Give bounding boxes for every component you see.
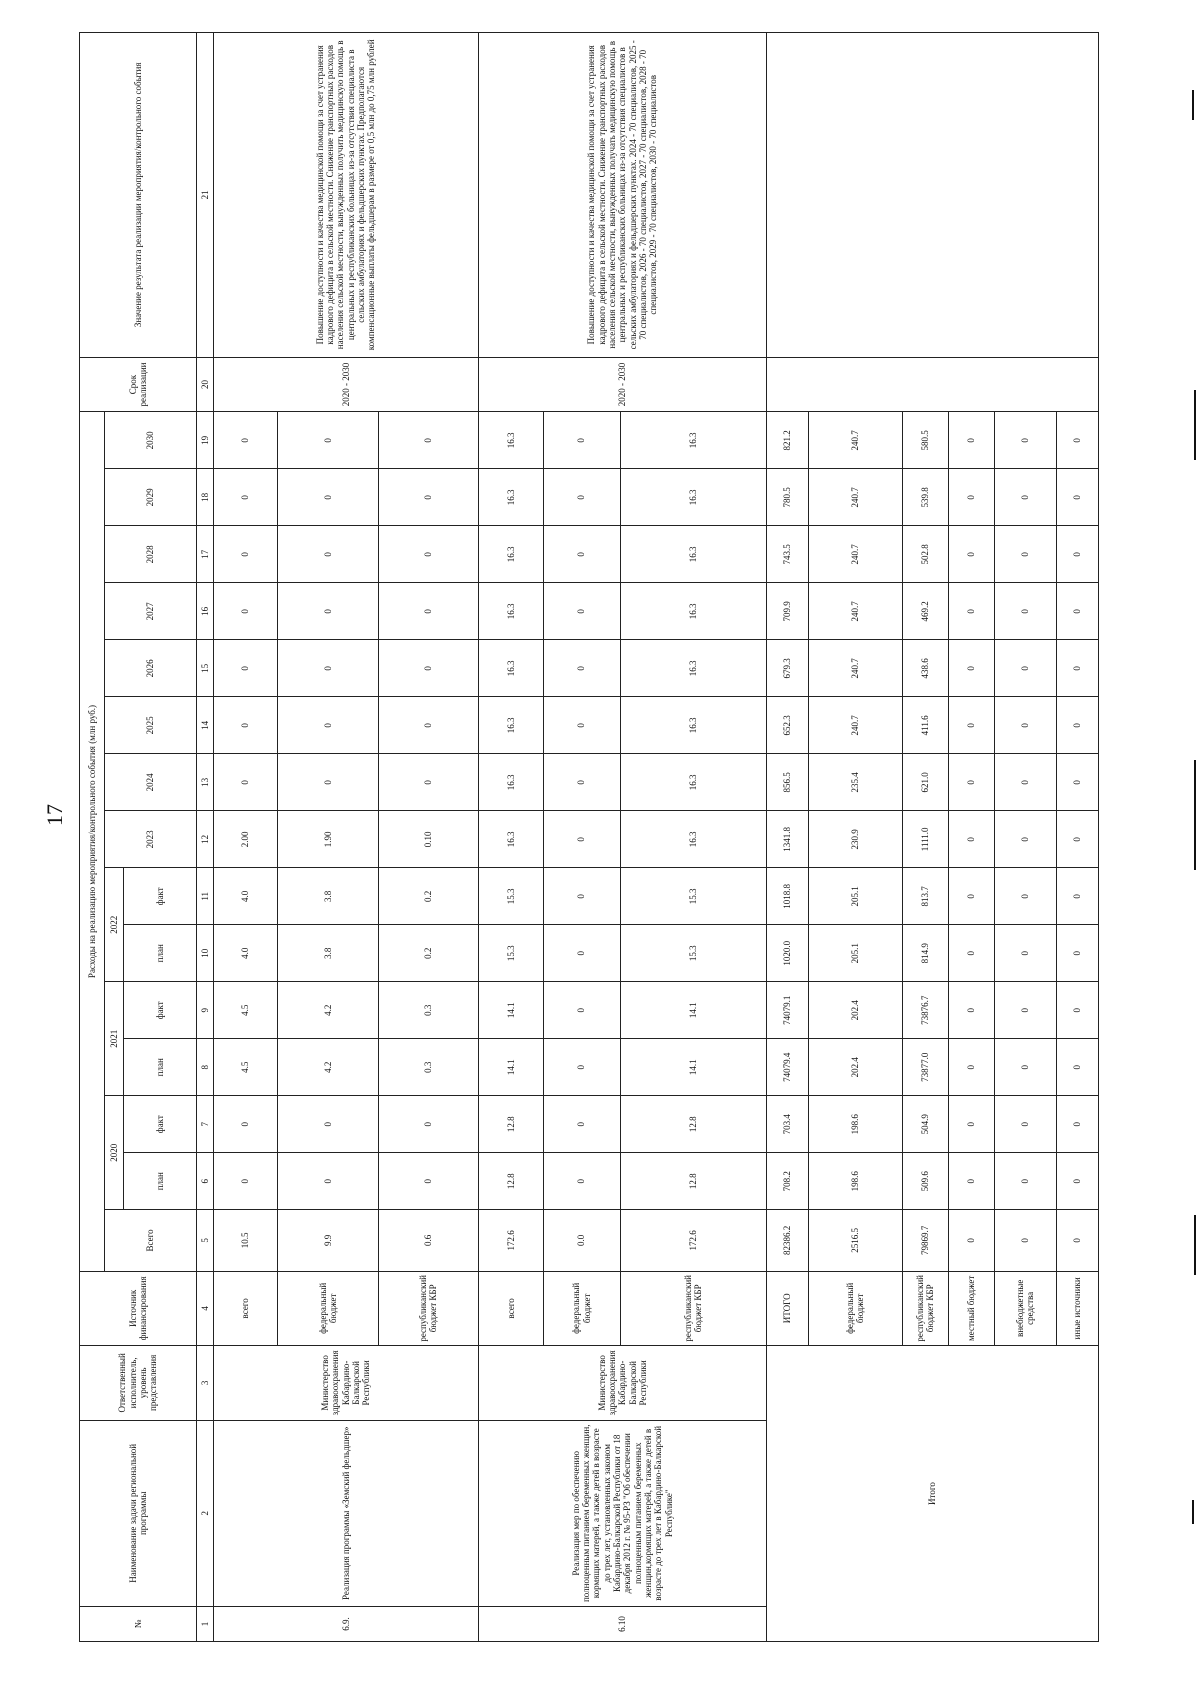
value-cell: 240.7 bbox=[808, 697, 902, 754]
value-cell: 79869.7 bbox=[902, 1210, 948, 1271]
col-number: 9 bbox=[196, 982, 213, 1039]
value-cell: 0 bbox=[994, 754, 1057, 811]
value-cell: 0 bbox=[278, 754, 378, 811]
value-cell: 621.0 bbox=[902, 754, 948, 811]
value-cell: 198.6 bbox=[808, 1153, 902, 1210]
section-total bbox=[766, 33, 1098, 1642]
value-cell: 856.5 bbox=[766, 754, 808, 811]
header-2020: 2020 bbox=[105, 1096, 124, 1210]
value-cell: 16.3 bbox=[478, 811, 543, 868]
value-cell: 14.1 bbox=[478, 982, 543, 1039]
value-cell: 12.8 bbox=[620, 1096, 766, 1153]
value-cell: 0 bbox=[994, 925, 1057, 982]
value-cell: 0 bbox=[543, 925, 620, 982]
value-cell: 4.0 bbox=[213, 868, 278, 925]
row-number: 6.10 bbox=[478, 1606, 766, 1641]
value-cell: 16.3 bbox=[620, 811, 766, 868]
value-cell: 14.1 bbox=[620, 1039, 766, 1096]
value-cell: 0 bbox=[543, 583, 620, 640]
funding-source: республиканский бюджет КБР bbox=[378, 1271, 478, 1346]
header-2025: 2025 bbox=[105, 697, 197, 754]
value-cell: 0 bbox=[1057, 1039, 1099, 1096]
value-cell: 10.5 bbox=[213, 1210, 278, 1271]
result-empty bbox=[766, 33, 1098, 358]
value-cell: 0 bbox=[948, 1039, 994, 1096]
col-number: 11 bbox=[196, 868, 213, 925]
header-no: № bbox=[80, 1606, 197, 1641]
value-cell: 12.8 bbox=[478, 1096, 543, 1153]
value-cell: 743.5 bbox=[766, 526, 808, 583]
value-cell: 580.5 bbox=[902, 412, 948, 469]
value-cell: 205.1 bbox=[808, 925, 902, 982]
col-number: 4 bbox=[196, 1271, 213, 1346]
col-number: 8 bbox=[196, 1039, 213, 1096]
col-number: 5 bbox=[196, 1210, 213, 1271]
funding-source: республиканский бюджет КБР bbox=[902, 1271, 948, 1346]
header-fact: факт bbox=[123, 868, 196, 925]
value-cell: 0 bbox=[543, 526, 620, 583]
value-cell: 0 bbox=[543, 1039, 620, 1096]
value-cell: 0.3 bbox=[378, 1039, 478, 1096]
value-cell: 240.7 bbox=[808, 469, 902, 526]
value-cell: 0 bbox=[543, 868, 620, 925]
col-number: 13 bbox=[196, 754, 213, 811]
value-cell: 0 bbox=[278, 583, 378, 640]
value-cell: 15.3 bbox=[620, 925, 766, 982]
value-cell: 3.8 bbox=[278, 868, 378, 925]
value-cell: 0.10 bbox=[378, 811, 478, 868]
total-label: Итого bbox=[766, 1346, 1098, 1642]
value-cell: 0 bbox=[278, 640, 378, 697]
value-cell: 12.8 bbox=[478, 1153, 543, 1210]
value-cell: 82386.2 bbox=[766, 1210, 808, 1271]
value-cell: 0 bbox=[378, 469, 478, 526]
value-cell: 0 bbox=[1057, 925, 1099, 982]
value-cell: 0 bbox=[994, 1039, 1057, 1096]
value-cell: 0 bbox=[994, 1210, 1057, 1271]
value-cell: 16.3 bbox=[620, 412, 766, 469]
col-number: 10 bbox=[196, 925, 213, 982]
value-cell: 4.5 bbox=[213, 982, 278, 1039]
expenses-table bbox=[79, 32, 1099, 1642]
header-plan: план bbox=[123, 1039, 196, 1096]
value-cell: 16.3 bbox=[478, 697, 543, 754]
value-cell: 1020.0 bbox=[766, 925, 808, 982]
col-number: 15 bbox=[196, 640, 213, 697]
value-cell: 0 bbox=[994, 1153, 1057, 1210]
value-cell: 240.7 bbox=[808, 526, 902, 583]
funding-source: федеральный бюджет bbox=[543, 1271, 620, 1346]
col-number: 1 bbox=[196, 1606, 213, 1641]
header-plan: план bbox=[123, 1153, 196, 1210]
col-number: 16 bbox=[196, 583, 213, 640]
value-cell: 0 bbox=[994, 583, 1057, 640]
value-cell: 230.9 bbox=[808, 811, 902, 868]
value-cell: 0 bbox=[948, 640, 994, 697]
value-cell: 0 bbox=[1057, 412, 1099, 469]
scan-artifact bbox=[1192, 1500, 1194, 1524]
value-cell: 0 bbox=[994, 640, 1057, 697]
data-row bbox=[478, 33, 543, 1642]
col-number: 3 bbox=[196, 1346, 213, 1421]
result-description: Повышение доступности и качества медицинской помощи за счет устранения кадрового дефицита в сельской местности. Снижение транспортных расходов населения сельской местности, вынужденных получать медицинскую помощь в центральных и республиканских больницах из-за отсутствия специалистов в сельских амбулаториях и фельдшерских пунктах. 2024 - 70 специалистов, 2025 - 70 специалистов, 2026 - 70 специалистов, 2027 - 70 специалистов, 2028 - 70 специалистов, 2029 - 70 специалистов, 2030 - 70 специалистов bbox=[478, 33, 766, 358]
header-expenses: Расходы на реализацию мероприятия/контрольного события (млн руб.) bbox=[80, 412, 105, 1271]
value-cell: 0 bbox=[948, 1096, 994, 1153]
value-cell: 16.3 bbox=[620, 754, 766, 811]
value-cell: 0 bbox=[948, 868, 994, 925]
value-cell: 0.0 bbox=[543, 1210, 620, 1271]
value-cell: 539.8 bbox=[902, 469, 948, 526]
value-cell: 0 bbox=[1057, 583, 1099, 640]
value-cell: 16.3 bbox=[478, 469, 543, 526]
value-cell: 0 bbox=[948, 925, 994, 982]
value-cell: 0 bbox=[1057, 754, 1099, 811]
header-2026: 2026 bbox=[105, 640, 197, 697]
value-cell: 74079.1 bbox=[766, 982, 808, 1039]
value-cell: 0.6 bbox=[378, 1210, 478, 1271]
col-number: 21 bbox=[196, 33, 213, 358]
period: 2020 - 2030 bbox=[478, 357, 766, 412]
col-number: 18 bbox=[196, 469, 213, 526]
value-cell: 504.9 bbox=[902, 1096, 948, 1153]
value-cell: 172.6 bbox=[478, 1210, 543, 1271]
value-cell: 0 bbox=[213, 469, 278, 526]
rotated-table-container bbox=[79, 32, 1099, 1642]
value-cell: 0 bbox=[378, 583, 478, 640]
value-cell: 14.1 bbox=[478, 1039, 543, 1096]
value-cell: 1018.8 bbox=[766, 868, 808, 925]
value-cell: 0 bbox=[994, 469, 1057, 526]
value-cell: 0 bbox=[378, 526, 478, 583]
funding-source: федеральный бюджет bbox=[808, 1271, 902, 1346]
value-cell: 16.3 bbox=[620, 697, 766, 754]
value-cell: 0 bbox=[278, 697, 378, 754]
value-cell: 0 bbox=[378, 1153, 478, 1210]
value-cell: 0 bbox=[948, 1153, 994, 1210]
funding-source: республиканский бюджет КБР bbox=[620, 1271, 766, 1346]
header-2021: 2021 bbox=[105, 982, 124, 1096]
value-cell: 814.9 bbox=[902, 925, 948, 982]
value-cell: 15.3 bbox=[620, 868, 766, 925]
value-cell: 0 bbox=[1057, 640, 1099, 697]
funding-source: ИТОГО bbox=[766, 1271, 808, 1346]
value-cell: 0 bbox=[278, 1153, 378, 1210]
task-name: Реализация программы «Земский фельдшер» bbox=[213, 1420, 478, 1606]
value-cell: 4.5 bbox=[213, 1039, 278, 1096]
page-number: 17 bbox=[42, 804, 67, 826]
scan-artifact bbox=[1194, 1215, 1196, 1275]
funding-source: всего bbox=[478, 1271, 543, 1346]
col-number: 12 bbox=[196, 811, 213, 868]
value-cell: 73876.7 bbox=[902, 982, 948, 1039]
value-cell: 16.3 bbox=[620, 640, 766, 697]
value-cell: 16.3 bbox=[478, 754, 543, 811]
value-cell: 1111.0 bbox=[902, 811, 948, 868]
value-cell: 780.5 bbox=[766, 469, 808, 526]
value-cell: 0 bbox=[994, 811, 1057, 868]
funding-source: всего bbox=[213, 1271, 278, 1346]
period-empty bbox=[766, 357, 1098, 412]
value-cell: 1.90 bbox=[278, 811, 378, 868]
header-2028: 2028 bbox=[105, 526, 197, 583]
value-cell: 198.6 bbox=[808, 1096, 902, 1153]
period: 2020 - 2030 bbox=[213, 357, 478, 412]
value-cell: 16.3 bbox=[478, 640, 543, 697]
header-fact: факт bbox=[123, 982, 196, 1039]
value-cell: 16.3 bbox=[620, 469, 766, 526]
value-cell: 469.2 bbox=[902, 583, 948, 640]
value-cell: 16.3 bbox=[478, 526, 543, 583]
scan-artifact bbox=[1192, 90, 1194, 120]
value-cell: 0 bbox=[543, 982, 620, 1039]
funding-source: федеральный бюджет bbox=[278, 1271, 378, 1346]
value-cell: 708.2 bbox=[766, 1153, 808, 1210]
value-cell: 9.9 bbox=[278, 1210, 378, 1271]
value-cell: 0.3 bbox=[378, 982, 478, 1039]
value-cell: 0 bbox=[948, 412, 994, 469]
value-cell: 0 bbox=[213, 754, 278, 811]
value-cell: 202.4 bbox=[808, 982, 902, 1039]
value-cell: 12.8 bbox=[620, 1153, 766, 1210]
value-cell: 73877.0 bbox=[902, 1039, 948, 1096]
value-cell: 1341.8 bbox=[766, 811, 808, 868]
value-cell: 652.3 bbox=[766, 697, 808, 754]
value-cell: 14.1 bbox=[620, 982, 766, 1039]
row-number: 6.9. bbox=[213, 1606, 478, 1641]
value-cell: 240.7 bbox=[808, 412, 902, 469]
value-cell: 16.3 bbox=[620, 526, 766, 583]
value-cell: 4.2 bbox=[278, 982, 378, 1039]
value-cell: 821.2 bbox=[766, 412, 808, 469]
value-cell: 0 bbox=[378, 640, 478, 697]
header-total: Всего bbox=[105, 1210, 197, 1271]
value-cell: 205.1 bbox=[808, 868, 902, 925]
col-number: 6 bbox=[196, 1153, 213, 1210]
scan-artifact bbox=[1194, 390, 1196, 460]
value-cell: 172.6 bbox=[620, 1210, 766, 1271]
header-2023: 2023 bbox=[105, 811, 197, 868]
value-cell: 4.0 bbox=[213, 925, 278, 982]
value-cell: 0 bbox=[543, 754, 620, 811]
col-number: 19 bbox=[196, 412, 213, 469]
header-task: Наименование задачи региональной программы bbox=[80, 1420, 197, 1606]
value-cell: 411.6 bbox=[902, 697, 948, 754]
result-description: Повышение доступности и качества медицинской помощи за счет устранения кадрового дефицита в сельской местности. Снижение транспортных расходов населения сельской местности, вынужденных получить медицинскую помощь в центральных и республиканских больницах из-за отсутствия специалиста в сельских амбулаториях и фельдшерских пунктах. Предполагаются компенсационные выплаты фельдшерам в размере от 0,5 млн до 0,75 млн рублей bbox=[213, 33, 478, 358]
value-cell: 0 bbox=[213, 640, 278, 697]
col-number: 20 bbox=[196, 357, 213, 412]
value-cell: 0 bbox=[1057, 526, 1099, 583]
column-numbers-row bbox=[196, 33, 213, 1642]
value-cell: 0 bbox=[213, 697, 278, 754]
value-cell: 703.4 bbox=[766, 1096, 808, 1153]
value-cell: 0 bbox=[948, 526, 994, 583]
value-cell: 0 bbox=[994, 982, 1057, 1039]
value-cell: 0 bbox=[948, 583, 994, 640]
value-cell: 15.3 bbox=[478, 925, 543, 982]
value-cell: 0 bbox=[278, 526, 378, 583]
value-cell: 0 bbox=[1057, 868, 1099, 925]
value-cell: 0 bbox=[378, 1096, 478, 1153]
value-cell: 0 bbox=[1057, 1210, 1099, 1271]
value-cell: 709.9 bbox=[766, 583, 808, 640]
value-cell: 0 bbox=[278, 1096, 378, 1153]
value-cell: 0 bbox=[543, 640, 620, 697]
value-cell: 0 bbox=[1057, 697, 1099, 754]
value-cell: 502.8 bbox=[902, 526, 948, 583]
value-cell: 2516.5 bbox=[808, 1210, 902, 1271]
value-cell: 0 bbox=[948, 811, 994, 868]
value-cell: 438.6 bbox=[902, 640, 948, 697]
value-cell: 0 bbox=[378, 754, 478, 811]
value-cell: 0.2 bbox=[378, 925, 478, 982]
value-cell: 0 bbox=[213, 583, 278, 640]
scan-artifact bbox=[1194, 760, 1196, 870]
header-2030: 2030 bbox=[105, 412, 197, 469]
data-row bbox=[213, 33, 278, 1642]
header-2022: 2022 bbox=[105, 868, 124, 982]
value-cell: 0 bbox=[213, 1153, 278, 1210]
value-cell: 202.4 bbox=[808, 1039, 902, 1096]
value-cell: 0 bbox=[994, 526, 1057, 583]
header-2027: 2027 bbox=[105, 583, 197, 640]
value-cell: 16.3 bbox=[478, 583, 543, 640]
value-cell: 240.7 bbox=[808, 583, 902, 640]
value-cell: 3.8 bbox=[278, 925, 378, 982]
value-cell: 74079.4 bbox=[766, 1039, 808, 1096]
value-cell: 0 bbox=[543, 469, 620, 526]
value-cell: 0 bbox=[278, 469, 378, 526]
value-cell: 0 bbox=[213, 526, 278, 583]
value-cell: 0.2 bbox=[378, 868, 478, 925]
value-cell: 2.00 bbox=[213, 811, 278, 868]
header-plan: план bbox=[123, 925, 196, 982]
value-cell: 0 bbox=[543, 811, 620, 868]
section-6-9 bbox=[213, 33, 478, 1642]
value-cell: 0 bbox=[543, 1153, 620, 1210]
col-number: 7 bbox=[196, 1096, 213, 1153]
value-cell: 0 bbox=[994, 412, 1057, 469]
value-cell: 0 bbox=[278, 412, 378, 469]
value-cell: 0 bbox=[994, 868, 1057, 925]
col-number: 2 bbox=[196, 1420, 213, 1606]
value-cell: 0 bbox=[948, 754, 994, 811]
header-period: Срок реализации bbox=[80, 357, 197, 412]
value-cell: 4.2 bbox=[278, 1039, 378, 1096]
col-number: 14 bbox=[196, 697, 213, 754]
value-cell: 235.4 bbox=[808, 754, 902, 811]
executor: Министерство здравоохранения Кабардино-Балкарской Республики bbox=[478, 1346, 766, 1421]
value-cell: 0 bbox=[213, 1096, 278, 1153]
funding-source: иные источники bbox=[1057, 1271, 1099, 1346]
value-cell: 0 bbox=[543, 1096, 620, 1153]
value-cell: 0 bbox=[1057, 1096, 1099, 1153]
value-cell: 0 bbox=[948, 1210, 994, 1271]
value-cell: 813.7 bbox=[902, 868, 948, 925]
value-cell: 0 bbox=[948, 697, 994, 754]
header-executor: Ответственный исполнитель, уровень представления bbox=[80, 1346, 197, 1421]
header-result: Значение результата реализации мероприятия/контрольного события bbox=[80, 33, 197, 358]
value-cell: 15.3 bbox=[478, 868, 543, 925]
task-name: Реализация мер по обеспечению полноценным питанием беременных женщин, кормящих матерей, а также детей в возрасте до трех лет, установленных законом Кабардино-Балкарской Республики от 18 декабря 2012 г. № 95-РЗ "Об обеспечении полноценным питанием беременных женщин,кормящих матерей, а также детей в возрасте до трех лет в Кабардино-Балкарской Республике" bbox=[478, 1420, 766, 1606]
col-number: 17 bbox=[196, 526, 213, 583]
value-cell: 0 bbox=[948, 982, 994, 1039]
header-2029: 2029 bbox=[105, 469, 197, 526]
value-cell: 0 bbox=[1057, 469, 1099, 526]
value-cell: 0 bbox=[543, 697, 620, 754]
value-cell: 0 bbox=[1057, 982, 1099, 1039]
funding-source: местный бюджет bbox=[948, 1271, 994, 1346]
header-fact: факт bbox=[123, 1096, 196, 1153]
executor: Министерство здравоохранения Кабардино-Балкарской Республики bbox=[213, 1346, 478, 1421]
funding-source: внебюджетные средства bbox=[994, 1271, 1057, 1346]
data-row bbox=[766, 33, 808, 1642]
value-cell: 0 bbox=[948, 469, 994, 526]
value-cell: 679.3 bbox=[766, 640, 808, 697]
header-source: Источник финансирования bbox=[80, 1271, 197, 1346]
value-cell: 0 bbox=[378, 412, 478, 469]
value-cell: 0 bbox=[543, 412, 620, 469]
value-cell: 0 bbox=[994, 1096, 1057, 1153]
value-cell: 240.7 bbox=[808, 640, 902, 697]
value-cell: 509.6 bbox=[902, 1153, 948, 1210]
value-cell: 0 bbox=[1057, 1153, 1099, 1210]
value-cell: 0 bbox=[213, 412, 278, 469]
value-cell: 0 bbox=[994, 697, 1057, 754]
value-cell: 16.3 bbox=[478, 412, 543, 469]
section-6-10 bbox=[478, 33, 766, 1642]
value-cell: 0 bbox=[378, 697, 478, 754]
value-cell: 0 bbox=[1057, 811, 1099, 868]
header-2024: 2024 bbox=[105, 754, 197, 811]
value-cell: 16.3 bbox=[620, 583, 766, 640]
